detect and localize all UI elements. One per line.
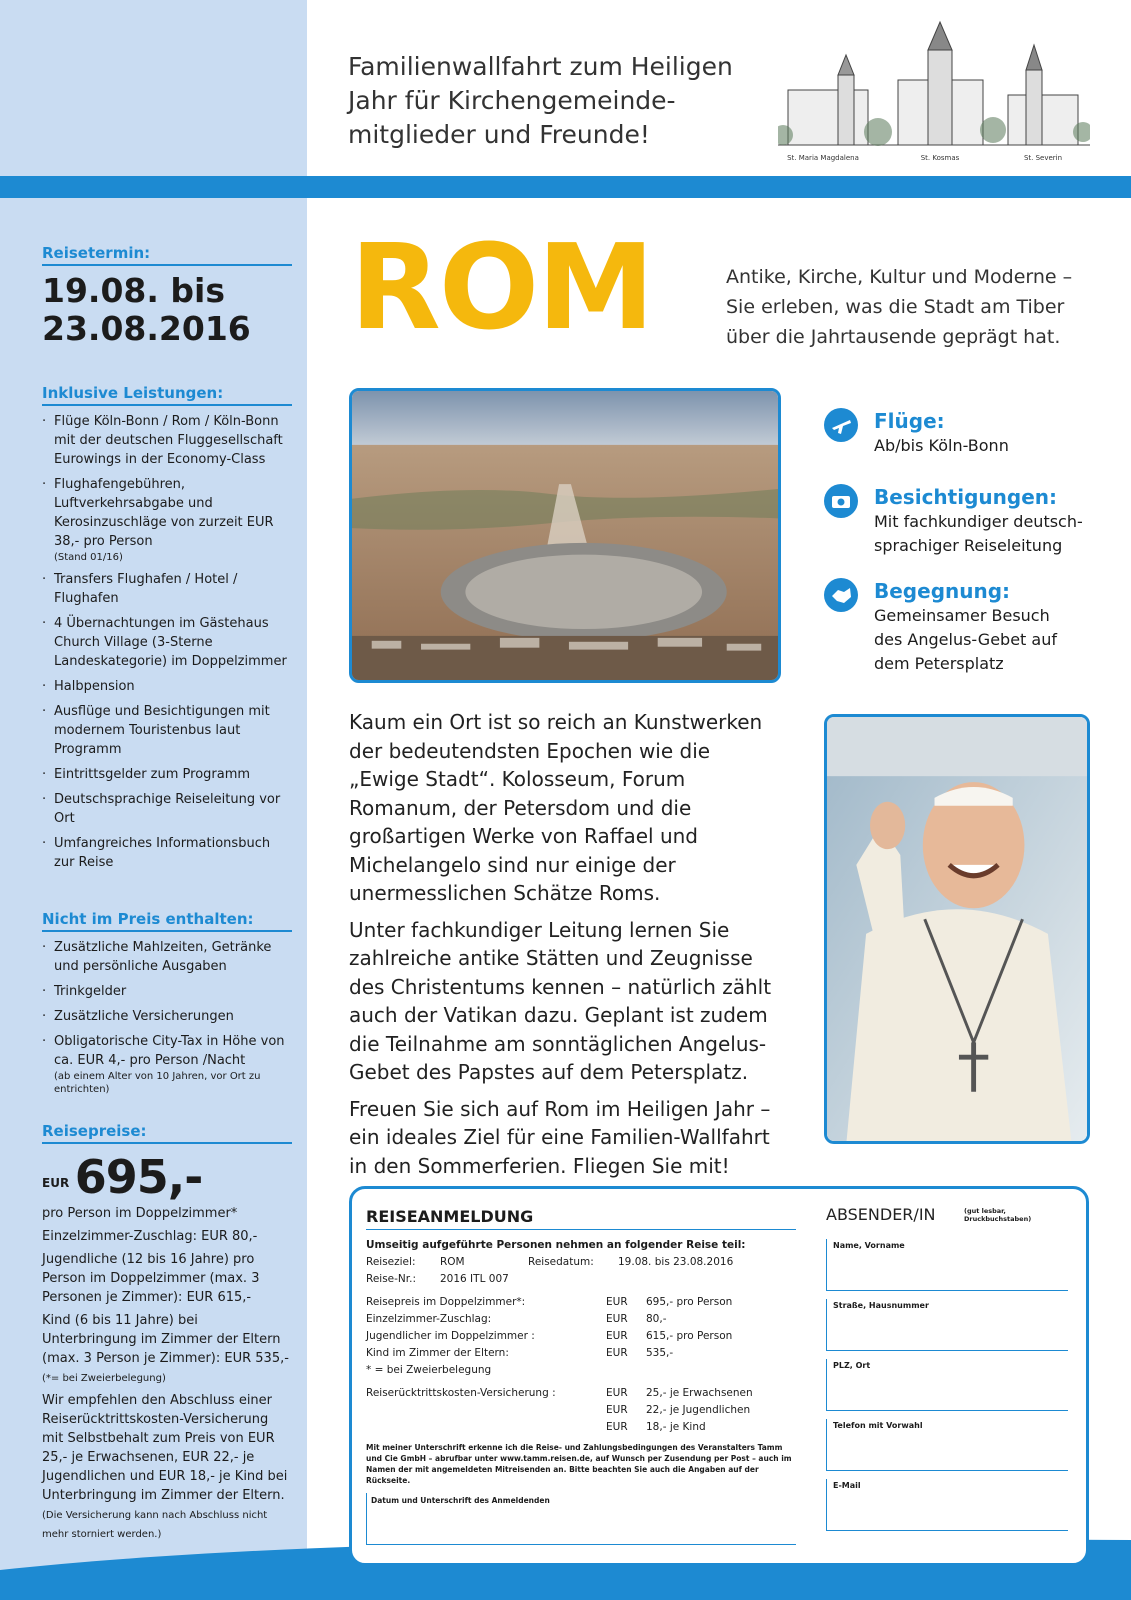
feature-title: Flüge: [874,409,945,433]
form-insurance-row: EUR 18,- je Kind [606,1421,706,1433]
form-price-row: Einzelzimmer-Zuschlag: EUR 80,- [366,1313,667,1325]
church-caption-3: St. Severin [1023,154,1063,162]
sender-phone-field[interactable]: Telefon mit Vorwahl [826,1419,1068,1471]
paragraph: Unter fachkundiger Leitung lernen Sie zahlreiche antike Stätten und Zeugnisse des Christentums kennen – natürlich zählt auch der Vatikan dazu. Geplant ist zudem die Teilnahme am sonntäglichen Angelus-Gebet des Papstes auf dem Petersplatz. [349,917,772,1084]
travel-date-label: Reisetermin: [42,244,292,266]
sender-street-field[interactable]: Straße, Hausnummer [826,1299,1068,1351]
feature-title: Besichtigungen: [874,485,1057,509]
handshake-icon [824,578,858,612]
camera-icon [824,484,858,518]
church-caption-2: St. Kosmas [920,154,960,162]
form-title: REISEANMELDUNG [366,1207,796,1230]
excluded-section [42,910,292,1102]
list-item: · Umfangreiches Informationsbuch zur Reise [42,834,292,872]
feature-encounter [824,578,1094,676]
prices-section [42,1122,292,1547]
sender-name-field[interactable]: Name, Vorname [826,1239,1068,1291]
feature-text: Mit fachkundiger deutsch- sprachiger Reiseleitung [874,512,1083,555]
travel-date-section [42,244,292,348]
list-item: · Trinkgelder [42,982,292,1001]
header-band [0,176,1131,198]
price-info: pro Person im Doppelzimmer* Einzelzimmer-Zuschlag: EUR 80,- Jugendliche (12 bis 16 Jahre) pro Person im Doppelzimmer (max. 3 Personen je Zimmer): EUR 615,- Kind (6 bis 11 Jahre) bei Unterbringung im Zimmer der Eltern (max. 3 Person je Zimmer): EUR 535,- (*= bei Zweierbelegung) Wir empfehlen den Abschluss einer Reiserücktrittskosten-Versicherung mit Selbstbehalt zum Preis von EUR 25,- je Erwachsenen, EUR 22,- je Jugendlichen und EUR 18,- je Kind bei Unterbringung im Zimmer der Eltern. (Die Versicherung kann nach Abschluss nicht mehr storniert werden.) [42,1206,289,1540]
included-section [42,384,292,878]
prices-label: Reisepreise: [42,1122,292,1144]
list-item: · Obligatorische City-Tax in Höhe von ca. EUR 4,- pro Person /Nacht (ab einem Alter von 10 Jahren, vor Ort zu entrichten) [42,1032,292,1096]
excluded-list [42,938,292,1096]
list-item: · Halbpension [42,677,292,696]
paragraph: Kaum ein Ort ist so reich an Kunstwerken der bedeutendsten Epochen wie die „Ewige Stadt“. Kolosseum, Forum Romanum, der Petersdom und die großartigen Werke von Raffael und Michelangelo sind nur einige der unermesslichen Schätze Roms. [349,710,763,905]
form-fine-print: Mit meiner Unterschrift erkenne ich die Reise- und Zahlungsbedingungen des Veranstalters Tamm und Cie GmbH – abrufbar unter www.tamm.reisen.de, auf Wunsch per Zusendung per Post – auch im Namen der mit angemeldeten Mitreisenden an. Bitte beachten Sie auch die Angaben auf der Rückseite. [366,1443,792,1485]
travel-dates: 19.08. bis 23.08.2016 [42,271,251,348]
form-price-row: Jugendlicher im Doppelzimmer : EUR 615,- pro Person [366,1330,733,1342]
body-text [349,708,785,1188]
feature-text: Gemeinsamer Besuch des Angelus-Gebet auf dem Petersplatz [874,606,1057,673]
form-details: Umseitig aufgeführte Personen nehmen an folgender Reise teil: Reiseziel: ROM Reisedatum: 19.08. bis 23.08.2016 Reise-Nr.: 2016 ITL 007 Reisepreis im Doppelzimmer*: EUR 695,- pro Person Einzelzimmer-Zuschlag: EUR 80,- Jugendlicher im Doppelzimmer : EUR 615,- pro Person Kind im Zimmer der Eltern: EUR 535,- * = bei Zweierbelegung Reiserücktrittskosten-Versicherung : EUR 25,- je Erwachsenen EUR 22,- je Jugendlichen EUR 18,- je Kind Mit meiner Unterschrift erkenne ich die Reise- und Zahlungsbedingungen des Veranstalters Tamm und Cie GmbH – abrufbar unter www.tamm.reisen.de, auf Wunsch per Zusendung per Post – auch im Namen der mit angemeldeten Mitreisenden an. Bitte beachten Sie auch die Angaben auf der Rückseite. [366,1237,796,1486]
tagline: Familienwallfahrt zum Heiligen Jahr für Kirchengemeinde- mitglieder und Freunde! [348,52,733,149]
churches-illustration [778,20,1090,170]
signature-label: Datum und Unterschrift des Anmeldenden [371,1496,550,1505]
list-item: · Deutschsprachige Reiseleitung vor Ort [42,790,292,828]
sender-title: ABSENDER/IN [826,1205,936,1224]
sender-email-field[interactable]: E-Mail [826,1479,1068,1531]
church-caption-1: St. Maria Magdalena [787,154,859,162]
list-item: · Flughafengebühren, Luftverkehrsabgabe und Kerosinzuschläge von zurzeit EUR 38,- pro Person (Stand 01/16) [42,475,292,564]
pope-photo [824,714,1090,1144]
signature-field[interactable] [366,1493,796,1545]
list-item: · Eintrittsgelder zum Programm [42,765,292,784]
feature-title: Begegnung: [874,579,1011,603]
list-item: · Zusätzliche Mahlzeiten, Getränke und persönliche Ausgaben [42,938,292,976]
price-main: $^{EUR}$ 695,- [42,1150,203,1204]
sender-city-field[interactable]: PLZ, Ort [826,1359,1068,1411]
paragraph: Freuen Sie sich auf Rom im Heiligen Jahr – ein ideales Ziel für eine Familien-Wallfahrt in den Sommerferien. Fliegen Sie mit! [349,1096,771,1178]
registration-form [349,1186,1089,1566]
list-item: · Transfers Flughafen / Hotel / Flughafen [42,570,292,608]
sender-note: (gut lesbar, Druckbuchstaben) [964,1207,1032,1223]
feature-sightseeing [824,484,1094,558]
included-list [42,412,292,872]
list-item: · Flüge Köln-Bonn / Rom / Köln-Bonn mit der deutschen Fluggesellschaft Eurowings in der Economy-Class [42,412,292,469]
excluded-label: Nicht im Preis enthalten: [42,910,292,932]
form-price-row: Reisepreis im Doppelzimmer*: EUR 695,- pro Person [366,1296,733,1308]
headline-rom: ROM [350,218,653,356]
feature-text: Ab/bis Köln-Bonn [874,436,1009,455]
included-label: Inklusive Leistungen: [42,384,292,406]
form-price-row: Kind im Zimmer der Eltern: EUR 535,- [366,1347,674,1359]
feature-flights [824,408,1094,458]
list-item: · 4 Übernachtungen im Gästehaus Church Village (3-Sterne Landeskategorie) im Doppelzimmer [42,614,292,671]
rome-aerial-photo [349,388,781,683]
form-insurance-row: EUR 22,- je Jugendlichen [606,1404,751,1416]
list-item: · Ausflüge und Besichtigungen mit modernem Touristenbus laut Programm [42,702,292,759]
form-insurance-row: Reiserücktrittskosten-Versicherung : EUR 25,- je Erwachsenen [366,1387,753,1399]
list-item: · Zusätzliche Versicherungen [42,1007,292,1026]
airplane-icon [824,408,858,442]
intro-text: Antike, Kirche, Kultur und Moderne – Sie erleben, was die Stadt am Tiber über die Jahrtausende geprägt hat. [726,266,1073,348]
